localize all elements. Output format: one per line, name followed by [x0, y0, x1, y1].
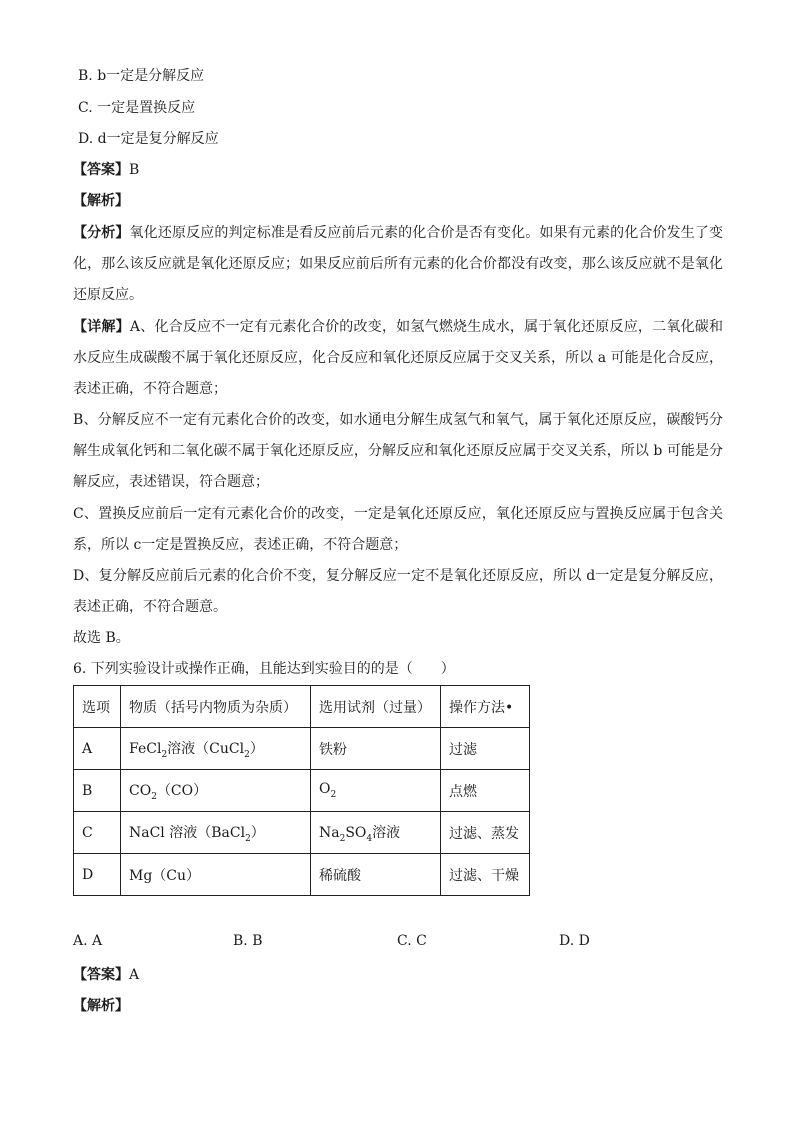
fenxi-paragraph [73, 218, 723, 311]
reagent-table [73, 685, 530, 896]
header-cell: 选用试剂（过量） [311, 686, 441, 728]
substance-cell: Mg（Cu） [121, 854, 311, 896]
answer-value: B [129, 162, 140, 178]
table-row [74, 854, 530, 896]
detail-c-paragraph: C、置换反应前后一定有元素化合价的改变，一定是氧化还原反应，氧化还原反应与置换反应属于包含关系，所以 c一定是置换反应，表述正确，不符合题意； [73, 506, 723, 553]
detail-b-paragraph: B、分解反应不一定有元素化合价的改变，如水通电分解生成氢气和氧气，属于氧化还原反应，碳酸钙分解生成氧化钙和二氧化碳不属于氧化还原反应，分解反应和氧化还原反应属于交叉关系，所以 b 可能是分解反应，表述错误，符合题意； [73, 412, 723, 490]
q6-answer-value: A [129, 967, 140, 983]
q6-answer-line [73, 965, 139, 985]
q6-analysis-tag: 【解析】 [73, 998, 129, 1014]
choice-c: C. C [397, 933, 427, 949]
substance-cell: $CO_2(CO)$ [121, 770, 311, 812]
conclusion: 故选 B。 [73, 630, 130, 646]
fenxi-text: 氧化还原反应的判定标准是看反应前后元素的化合价是否有变化。如果有元素的化合价发生了变化，那么该反应就是氧化还原反应；如果反应前后所有元素的化合价都没有改变，那么该反应就不是氧化还原反应。 [73, 225, 724, 303]
table-header-row [74, 686, 530, 728]
table-row [74, 812, 530, 854]
choice-a: A. A [73, 933, 103, 949]
method-cell: 过滤 [441, 728, 530, 770]
option-cell: B [74, 770, 121, 812]
method-cell: 过滤、干燥 [441, 854, 530, 896]
table-row [74, 770, 530, 812]
option-c: C. 一定是置换反应 [78, 100, 196, 116]
option-cell: C [74, 812, 121, 854]
substance-cell: FeCl$_2$溶液（CuCl$_2$） [121, 728, 311, 770]
q6-answer-tag: 【答案】 [73, 967, 129, 983]
choice-b: B. B [233, 933, 263, 949]
header-cell: 操作方法• [441, 686, 530, 728]
question-6-stem: 6. 下列实验设计或操作正确，且能达到实验目的的是（ ） [73, 661, 455, 677]
answer-tag: 【答案】 [73, 162, 129, 178]
fenxi-tag: 【分析】 [73, 225, 130, 241]
option-cell: D [74, 854, 121, 896]
analysis-tag: 【解析】 [73, 193, 129, 209]
reagent-cell: $Na_2SO_4$溶液 [311, 812, 441, 854]
detail-d-paragraph: D、复分解反应前后元素的化合价不变，复分解反应一定不是氧化还原反应，所以 d一定是复分解反应，表述正确，不符合题意。 [73, 568, 723, 615]
detail-a-paragraph [73, 312, 723, 405]
method-cell: 点燃 [441, 770, 530, 812]
substance-cell: NaCl 溶液（BaCl$_2$） [121, 812, 311, 854]
reagent-cell: 稀硫酸 [311, 854, 441, 896]
detail-a-text: A、化合反应不一定有元素化合价的改变，如氢气燃烧生成水，属于氧化还原反应，二氧化碳和水反应生成碳酸不属于氧化还原反应，化合反应和氧化还原反应属于交叉关系，所以 a 可能是化合反应，表述正确，不符合题意； [73, 319, 724, 397]
method-cell: 过滤、蒸发 [441, 812, 530, 854]
option-d: D. d一定是复分解反应 [78, 131, 219, 147]
header-cell: 物质（括号内物质为杂质） [121, 686, 311, 728]
reagent-cell: 铁粉 [311, 728, 441, 770]
choice-d: D. D [559, 933, 590, 949]
answer-line [73, 160, 139, 180]
option-b: B. b一定是分解反应 [78, 68, 205, 84]
reagent-cell: $O_2$ [311, 770, 441, 812]
option-cell: A [74, 728, 121, 770]
table-row [74, 728, 530, 770]
header-cell: 选项 [74, 686, 121, 728]
detail-tag: 【详解】 [73, 319, 130, 335]
